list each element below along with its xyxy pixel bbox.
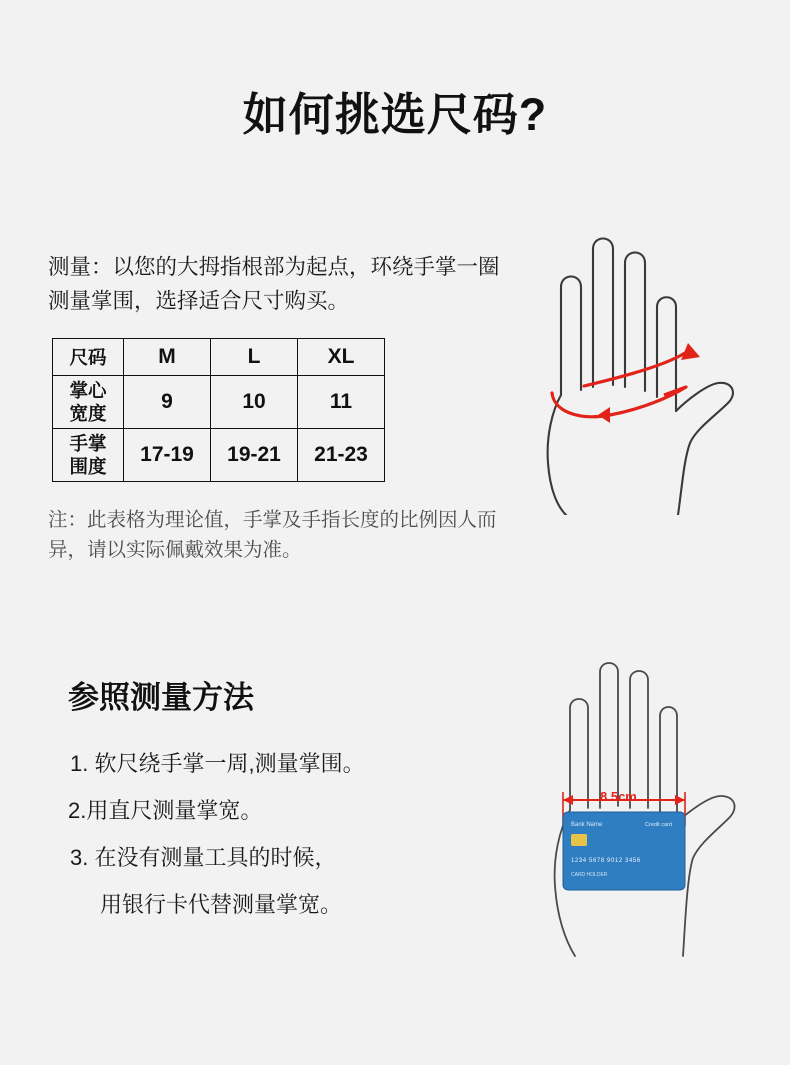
table-corner-label: 尺码 (53, 339, 124, 376)
row-label-palm-width (53, 376, 124, 429)
row-label-line2: 宽度 (69, 403, 107, 424)
hand-with-wrap-arrow-illustration (500, 215, 780, 515)
svg-text:Bank Name: Bank Name (571, 822, 603, 828)
cell-palm-width-l: 10 (211, 376, 298, 429)
table-header-m: M (124, 339, 211, 376)
table-header-l: L (211, 339, 298, 376)
cell-palm-girth-l: 19-21 (211, 429, 298, 482)
row-label-line1: 掌心 (69, 380, 107, 401)
list-item: 1. 软尺绕手掌一周,测量掌围。 (70, 751, 365, 776)
size-table (52, 338, 385, 482)
hand-with-bank-card-illustration (495, 650, 785, 960)
section2-title: 参照测量方法 (68, 680, 254, 715)
cell-palm-girth-xl: 21-23 (298, 429, 385, 482)
cell-palm-width-xl: 11 (298, 376, 385, 429)
svg-text:Credit card: Credit card (645, 822, 672, 828)
cell-palm-width-m: 9 (124, 376, 211, 429)
table-note: 注：此表格为理论值，手掌及手指长度的比例因人而异，请以实际佩戴效果为准。 (48, 509, 497, 561)
list-item: 2.用直尺测量掌宽。 (68, 798, 263, 823)
table-row (53, 376, 385, 429)
arrow-head-left (598, 407, 610, 423)
card-width-label: 8.5cm (600, 789, 637, 804)
table-row (53, 429, 385, 482)
list-item: 用银行卡代替测量掌宽。 (100, 892, 343, 917)
row-label-palm-girth (53, 429, 124, 482)
cell-palm-girth-m: 17-19 (124, 429, 211, 482)
arrow-head-up (681, 343, 700, 360)
measure-instruction-text: 测量：以您的大拇指根部为起点，环绕手掌一圈测量掌围，选择适合尺寸购买。 (48, 255, 500, 313)
row-label-line2: 围度 (69, 456, 107, 477)
table-header-xl: XL (298, 339, 385, 376)
bank-card (563, 812, 685, 890)
svg-text:1234 5678 9012 3456: 1234 5678 9012 3456 (571, 858, 641, 864)
table-header-row (53, 339, 385, 376)
measure-steps-list (62, 740, 482, 928)
page-title: 如何挑选尺码? (242, 89, 548, 140)
svg-text:CARD HOLDER: CARD HOLDER (571, 872, 608, 878)
list-item: 3. 在没有测量工具的时候， (70, 845, 337, 870)
row-label-line1: 手掌 (69, 433, 107, 454)
